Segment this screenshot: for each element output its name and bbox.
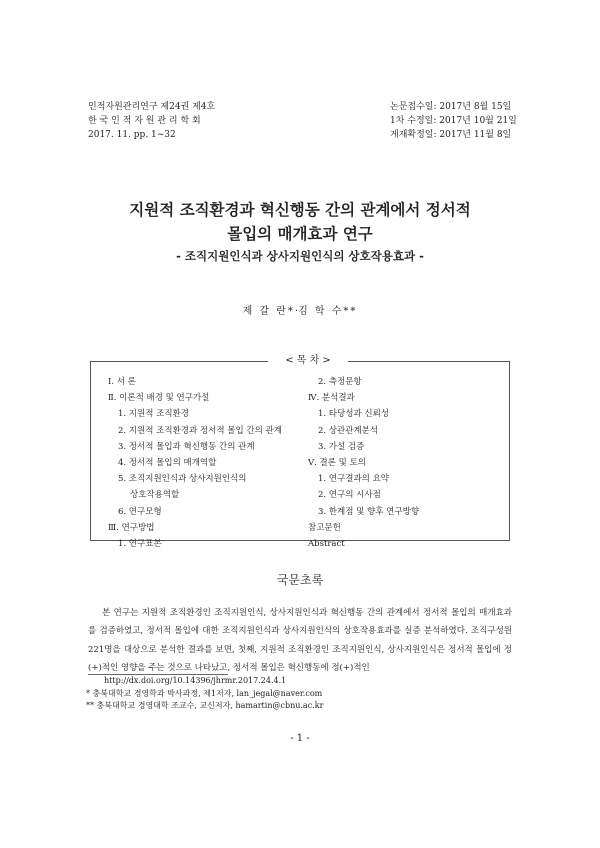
toc-item: 2. 연구의 시사점 (318, 490, 381, 501)
author-second: 김 학 수** (298, 306, 358, 317)
toc-heading: < 목 차 > (268, 353, 348, 369)
author-line (0, 302, 600, 317)
toc-left-column (108, 374, 282, 552)
toc-item: Ⅱ. 이론적 배경 및 연구가설 (108, 393, 210, 404)
toc-item: 1. 연구결과의 요약 (318, 474, 389, 485)
toc-item: 1. 연구표본 (118, 539, 162, 550)
society-name: 한 국 인 적 자 원 관 리 학 회 (88, 116, 201, 126)
title-line-1: 지원적 조직환경과 혁신행동 간의 관계에서 정서적 (129, 201, 471, 219)
paper-subtitle: - 조직지원인식과 상사지원인식의 상호작용효과 - (176, 249, 424, 263)
toc-item: 1. 지원적 조직환경 (118, 409, 189, 420)
toc-item: 5. 조직지원인식과 상사지원인식의 (118, 474, 247, 485)
abstract-body (88, 604, 512, 677)
toc-item: 2. 지원적 조직환경과 정서적 몰입 간의 관계 (118, 425, 282, 436)
toc-right-column (308, 374, 419, 552)
footnote-author-1: * 충북대학교 경영학과 박사과정, 제1저자, lan_jegal@naver.com (86, 688, 323, 698)
toc-item: Ⅰ. 서 론 (108, 377, 136, 387)
abstract-heading: 국문초록 (276, 573, 324, 587)
toc-item: 3. 정서적 몰입과 혁신행동 간의 관계 (118, 441, 255, 452)
abstract-text: 본 연구는 지원적 조직환경인 조직지원인식, 상사지원인식과 혁신행동 간의 관계에서 정서적 몰입의 매개효과를 검증하였고, 정서적 몰입에 대한 조직지원인식과 상사지원인식의 상호작용효과를 실증 분석하였다. 조직구성원 221명을 대상으로 분석한 결과를 보면, 첫째, 지원적 조직환경인 조직지원인식, 상사지원인식은 정서적 몰입에 정(+)적인 영향을 주는 것으로 나타났고, 정서적 몰입은 혁신행동에 정(+)적인 (88, 608, 512, 673)
footnote-author-2: ** 충북대학교 경영대학 조교수, 교신저자, hamartin@cbnu.ac.kr (86, 701, 324, 710)
toc-item: 4. 정서적 몰입의 매개역할 (118, 458, 217, 469)
toc-item: Abstract (308, 539, 345, 550)
toc-item: 3. 한계점 및 향후 연구방향 (318, 506, 420, 517)
journal-info (88, 100, 215, 142)
received-date: 논문접수일: 2017년 8월 15일 (390, 102, 512, 112)
revised-date: 1차 수정일: 2017년 10월 21일 (390, 116, 517, 126)
toc-item: 2. 측정문항 (318, 377, 362, 387)
author-first: 제 갈 란* (242, 306, 295, 317)
paper-title (0, 198, 600, 246)
author-separator: · (294, 306, 299, 317)
issue-pages: 2017. 11. pp. 1~32 (88, 130, 176, 140)
page-number: - 1 - (290, 733, 310, 744)
title-line-2: 몰입의 매개효과 연구 (227, 225, 373, 243)
toc-item: Ⅴ. 결론 및 토의 (308, 458, 367, 469)
footnotes (86, 675, 323, 713)
toc-item: 3. 가설 검증 (318, 441, 365, 452)
accepted-date: 게재확정일: 2017년 11월 8일 (390, 130, 512, 140)
doi-link[interactable]: http://dx.doi.org/10.14396/jhrmr.2017.24.4.1 (104, 676, 287, 685)
toc-item: 1. 타당성과 신뢰성 (318, 409, 389, 420)
toc-item: 6. 연구모형 (118, 506, 162, 517)
toc-item: 참고문헌 (308, 522, 341, 533)
toc-item: 상호작용역할 (130, 490, 180, 501)
submission-dates (390, 100, 517, 142)
toc-item: 2. 상관관계분석 (318, 425, 379, 436)
journal-name: 인적자원관리연구 제24권 제4호 (88, 102, 216, 112)
toc-item: Ⅳ. 분석결과 (308, 393, 355, 404)
toc-item: Ⅲ. 연구방법 (108, 522, 155, 533)
